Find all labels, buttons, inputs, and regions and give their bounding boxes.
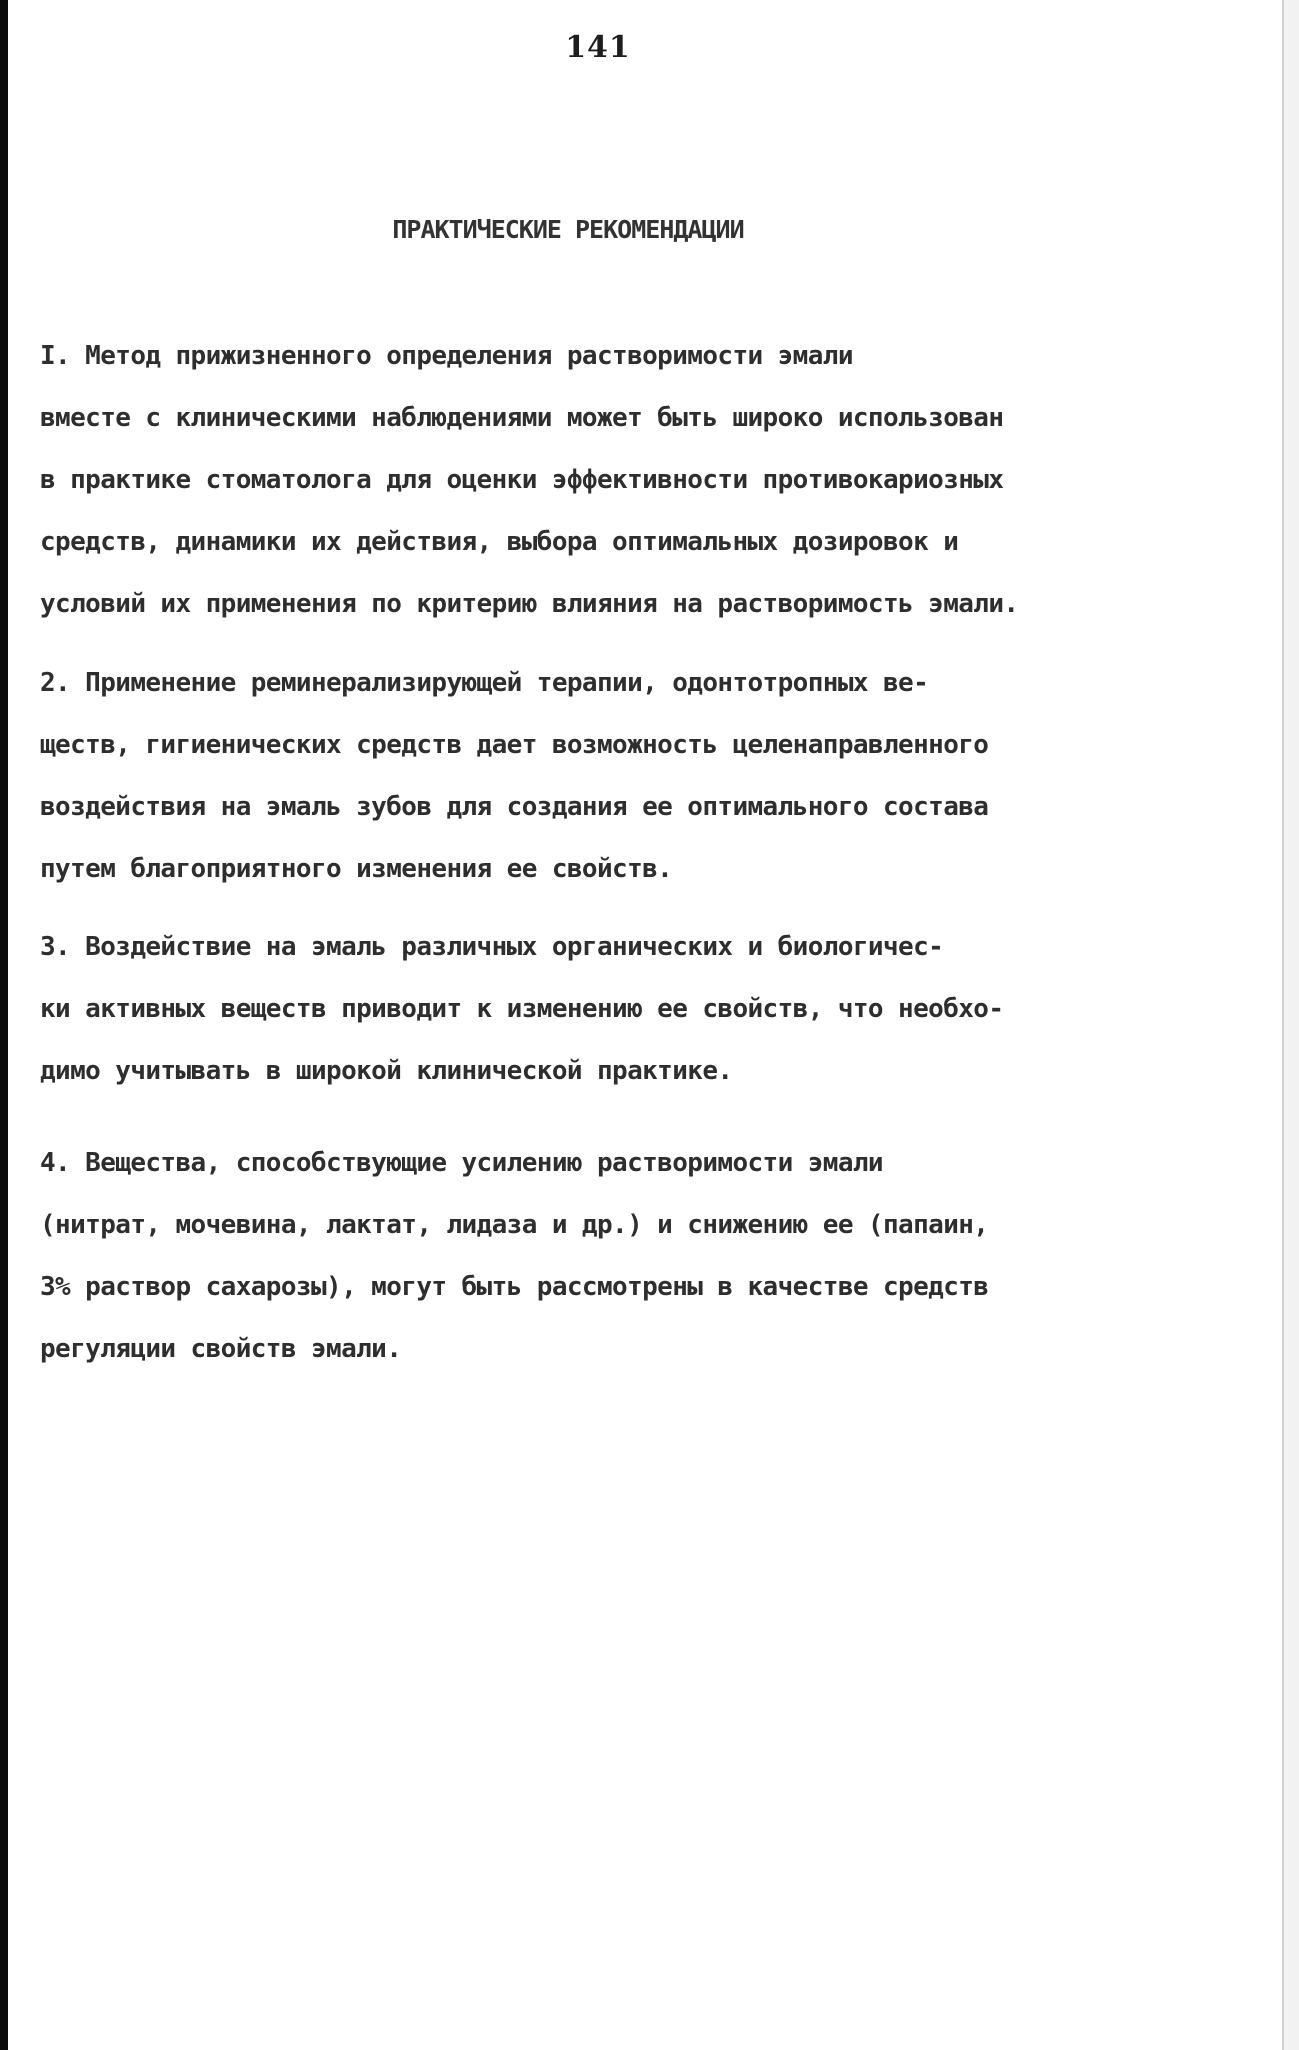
- page-number: 141: [565, 30, 631, 65]
- recommendation-item-1: I. Метод прижизненного определения растворимости эмали вместе с клиническими наблюдениями может быть широко использован в практике стоматолога для оценки эффективности противокариозных средств, динамики их действия, выбора оптимальных дозировок и условий их применения по критерию влияния на растворимость эмали.: [40, 341, 1019, 619]
- scan-right-edge: [1282, 0, 1299, 2050]
- recommendation-item-3: 3. Воздействие на эмаль различных органических и биологичес- ки активных веществ приводит к изменению ее свойств, что необхо- димо учитывать в широкой клинической практике.: [40, 932, 1004, 1086]
- recommendation-item-2: 2. Применение реминерализирующей терапии, одонтотропных ве- ществ, гигиенических средств дает возможность целенаправленного воздействия на эмаль зубов для создания ее оптимального состава путем благоприятного изменения ее свойств.: [40, 668, 989, 884]
- recommendation-item-4: 4. Вещества, способствующие усилению растворимости эмали (нитрат, мочевина, лактат, лидаза и др.) и снижению ее (папаин, 3% раствор сахарозы), могут быть рассмотрены в качестве средств регуляции свойств эмали.: [40, 1148, 989, 1364]
- section-heading: ПРАКТИЧЕСКИЕ РЕКОМЕНДАЦИИ: [392, 215, 744, 244]
- document-page: [8, 0, 1282, 2050]
- scan-left-border: [0, 0, 8, 2050]
